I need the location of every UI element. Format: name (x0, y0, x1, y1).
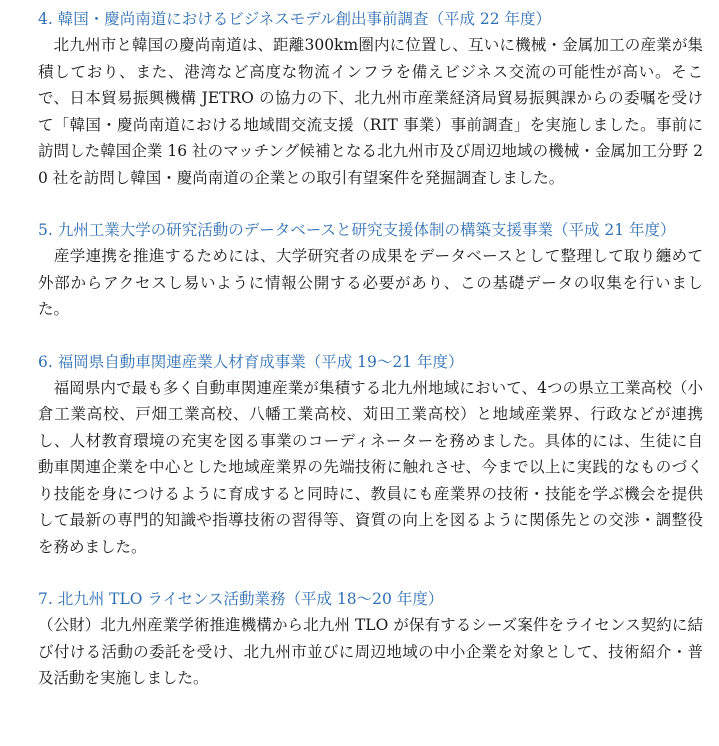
section-body: 福岡県内で最も多く自動車関連産業が集積する北九州地域において、4つの県立工業高校（小倉工業高校、戸畑工業高校、八幡工業高校、苅田工業高校）と地域産業界、行政などが連携し、人材教育環境の充実を図る事業のコーディネーターを務めました。具体的には、生徒に自動車関連企業を中心とした地域産業界の先端技術に触れさせ、今まで以上に実践的なものづくり技能を身につけるように育成すると同時に、教員にも産業界の技術・技能を学ぶ機会を提供して最新の専門的知識や指導技術の習得等、資質の向上を図るように関係先との交渉・調整役を務めました。 (38, 378, 703, 556)
section-body: 北九州市と韓国の慶尚南道は、距離300km圏内に位置し、互いに機械・金属加工の産業が集積しており、また、港湾など高度な物流インフラを備えビジネス交流の可能性が高い。そこで、日本貿易振興機構 JETRO の協力の下、北九州市産業経済局貿易振興課からの委嘱を受けて「韓国・慶尚南道における地域間交流支援（RIT 事業）事前調査」を実施しました。事前に訪問した韓国企業 16 社のマッチング候補となる北九州市及び周辺地域の機械・金属加工分野 20 社を訪問し韓国・慶尚南道の企業との取引有望案件を発掘調査しました。 (38, 36, 703, 187)
section-heading: 6. 福岡県自動車関連産業人材育成事業（平成 19～21 年度） (38, 352, 464, 371)
section-7 (38, 586, 703, 692)
section-6 (38, 349, 703, 561)
section-heading: 4. 韓国・慶尚南道におけるビジネスモデル創出事前調査（平成 22 年度） (38, 10, 552, 28)
section-body: 産学連携を推進するためには、大学研究者の成果をデータベースとして整理して取り纏めて外部からアクセスし易いように情報公開する必要があり、この基礎データの収集を行いました。 (38, 247, 703, 318)
section-heading: 5. 九州工業大学の研究活動のデータベースと研究支援体制の構築支援事業（平成 21 年度） (38, 221, 676, 239)
section-heading: 7. 北九州 TLO ライセンス活動業務（平成 18～20 年度） (38, 590, 444, 608)
section-5 (38, 217, 703, 323)
section-body: （公財）北九州産業学術推進機構から北九州 TLO が保有するシーズ案件をライセンス契約に結び付ける活動の委託を受け、北九州市並びに周辺地域の中小企業を対象として、技術紹介・普及活動を実施しました。 (38, 616, 703, 687)
section-4 (38, 6, 703, 191)
